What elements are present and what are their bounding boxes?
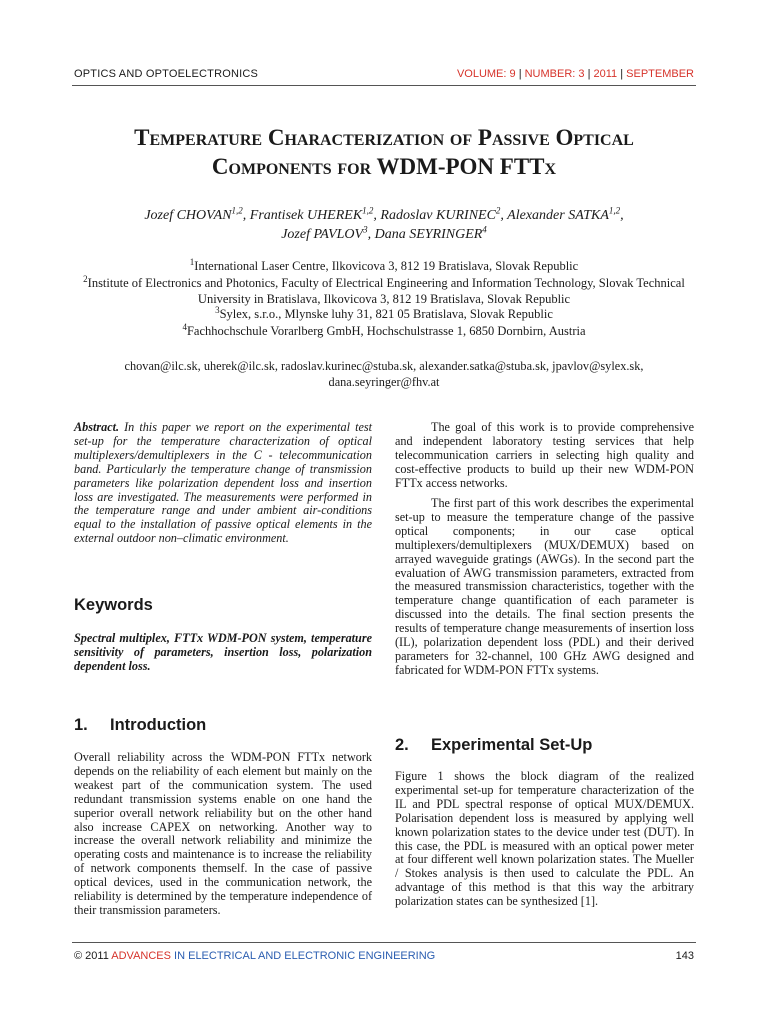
affiliation-text: Fachhochschule Vorarlberg GmbH, Hochschulstrasse 1, 6850 Dornbirn, Austria bbox=[186, 324, 586, 338]
affiliation-mark: 3 bbox=[215, 304, 220, 315]
paragraph-structure: The first part of this work describes the experimental set-up to measure the temperature change of the passive optical components; in our case optical multiplexers/demultiplexers (MUX/DEMUX) based on arrayed waveguide gratings (AWGs). In the second part the evaluation of AWG transmission parameters, extracted from the measured transmission characteristics, together with the temperature change quantification of each parameter is discussed into the details. The final section presents the results of temperature change measurements of insertion loss (IL), polarization dependent loss (PDL) and their derived parameters for 32-channel, 100 GHz AWG designed and fabricated for WDM-PON FTTx systems. bbox=[395, 496, 694, 677]
author: Jozef CHOVAN bbox=[144, 208, 232, 223]
author-affiliation-mark: 4 bbox=[482, 224, 487, 235]
journal-name-advances: ADVANCES bbox=[111, 950, 171, 962]
volume: VOLUME: 9 bbox=[456, 68, 516, 80]
author-list: Jozef CHOVAN$^{1,2}$, Frantisek UHEREK$^{1,2}$, Radoslav KURINEC$^2$, Alexander SATKA$^{1,2}$, Jozef PAVLOV$^3$, Dana SEYRINGER$^4$ bbox=[144, 205, 624, 242]
introduction-text: Overall reliability across the WDM-PON FTTx network depends on the reliability of each element but mainly on the weakest part of the communication system. The used redundant transmission systems enable on one hand the superior overall network reliability but on the other hand also increase CAPEX on networking. Another way to increase the overall network reliability and minimize the operating costs and maintenance is to increase the reliability of network components themself. In the case of passive optical devices, used in the communication network, the reliability is determined by the temperature independence of their transmission parameters. bbox=[74, 750, 372, 917]
footer-rule bbox=[72, 942, 696, 943]
author-emails: chovan@ilc.sk, uherek@ilc.sk, radoslav.kurinec@stuba.sk, alexander.satka@stuba.sk, jpavlov@sylex.sk, dana.seyringer@fhv.at bbox=[124, 359, 644, 389]
setup-text: Figure 1 shows the block diagram of the realized experimental set-up for temperature characterization of the IL and PDL spectral response of optical MUX/DEMUX. Polarisation dependent loss is measured by applying well known polarization states to the device under test (DUT). In this case, the PDL is measured with an optical power meter at four different well known polarization states. The Mueller / Stokes analysis is then used to calculate the PDL. An advantage of this method is that this way the arbitrary polarization states can be synthesized [1]. bbox=[395, 769, 694, 909]
affiliation-mark: 2 bbox=[83, 273, 88, 284]
author: Dana SEYRINGER bbox=[374, 227, 483, 242]
journal-section: OPTICS AND OPTOELECTRONICS bbox=[74, 68, 259, 80]
affiliation bbox=[68, 256, 700, 275]
section-heading-setup bbox=[395, 736, 592, 755]
author: Jozef PAVLOV bbox=[281, 227, 364, 242]
copyright: © 2011 bbox=[74, 950, 109, 962]
footer-journal bbox=[74, 950, 435, 962]
number: NUMBER: 3 bbox=[524, 68, 585, 80]
section-heading-introduction bbox=[74, 716, 206, 735]
page-number: 143 bbox=[675, 950, 694, 962]
year: 2011 bbox=[593, 68, 618, 80]
affiliation-text: Institute of Electronics and Photonics, Faculty of Electrical Engineering and Information Technology, Slovak Technical University in Bratislava, Ilkovicova 3, 812 19 Bratislava, Slovak Republic bbox=[87, 276, 685, 306]
affiliation-text: International Laser Centre, Ilkovicova 3, 812 19 Bratislava, Slovak Republic bbox=[194, 259, 579, 273]
keywords-heading: Keywords bbox=[74, 596, 153, 614]
author-affiliation-mark: 1,2 bbox=[362, 205, 374, 216]
affiliation bbox=[68, 304, 700, 323]
section-number: 1. bbox=[74, 716, 88, 734]
separator: | bbox=[620, 68, 624, 80]
affiliation-mark: 1 bbox=[189, 256, 195, 267]
section-title: Experimental Set-Up bbox=[431, 736, 593, 754]
abstract bbox=[74, 421, 372, 546]
affiliation-text: Sylex, s.r.o., Mlynske luhy 31, 821 05 Bratislava, Slovak Republic bbox=[219, 307, 553, 321]
keywords-text: Spectral multiplex, FTTx WDM-PON system, temperature sensitivity of parameters, insertion loss, polarization dependent loss. bbox=[74, 631, 372, 673]
author-affiliation-mark: 2 bbox=[495, 205, 501, 216]
author: Alexander SATKA bbox=[507, 208, 609, 223]
journal-name-rest: IN ELECTRICAL AND ELECTRONIC ENGINEERING bbox=[174, 950, 436, 962]
abstract-label: Abstract. bbox=[74, 420, 120, 434]
affiliation bbox=[68, 273, 700, 307]
issue-info bbox=[457, 68, 694, 80]
paper-title bbox=[60, 123, 708, 181]
month: SEPTEMBER bbox=[626, 68, 694, 80]
header-rule bbox=[72, 85, 696, 86]
title-line-2: Components for WDM-PON FTTx bbox=[211, 154, 557, 179]
author-affiliation-mark: 1,2 bbox=[231, 205, 243, 216]
section-title: Introduction bbox=[110, 716, 207, 734]
separator: | bbox=[587, 68, 591, 80]
affiliation-mark: 4 bbox=[182, 321, 187, 332]
author-affiliation-mark: 3 bbox=[363, 224, 368, 235]
separator: | bbox=[518, 68, 522, 80]
author: Radoslav KURINEC bbox=[380, 208, 496, 223]
abstract-text: In this paper we report on the experimental test set-up for the temperature characterization of optical multiplexers/demultiplexers in the C - telecommunication band. Particularly the temperature change of transmission parameters like polarization dependent loss and insertion loss are investigated. The measurements were performed in the temperature range and under ambient air-conditions equal to the installation of passive optical elements in the external outdoor non–climatic environment. bbox=[74, 420, 373, 546]
author-affiliation-mark: 1,2 bbox=[608, 205, 621, 216]
section-number: 2. bbox=[395, 736, 409, 754]
title-line-1: Temperature Characterization of Passive Optical bbox=[134, 125, 634, 150]
author: Frantisek UHEREK bbox=[249, 208, 363, 223]
affiliation bbox=[68, 321, 700, 340]
paragraph-goal: The goal of this work is to provide comprehensive and independent laboratory testing services that help telecommunication carriers in selecting high quality and cost-effective products to build up their new WDM-PON FTTx access networks. bbox=[395, 420, 694, 490]
